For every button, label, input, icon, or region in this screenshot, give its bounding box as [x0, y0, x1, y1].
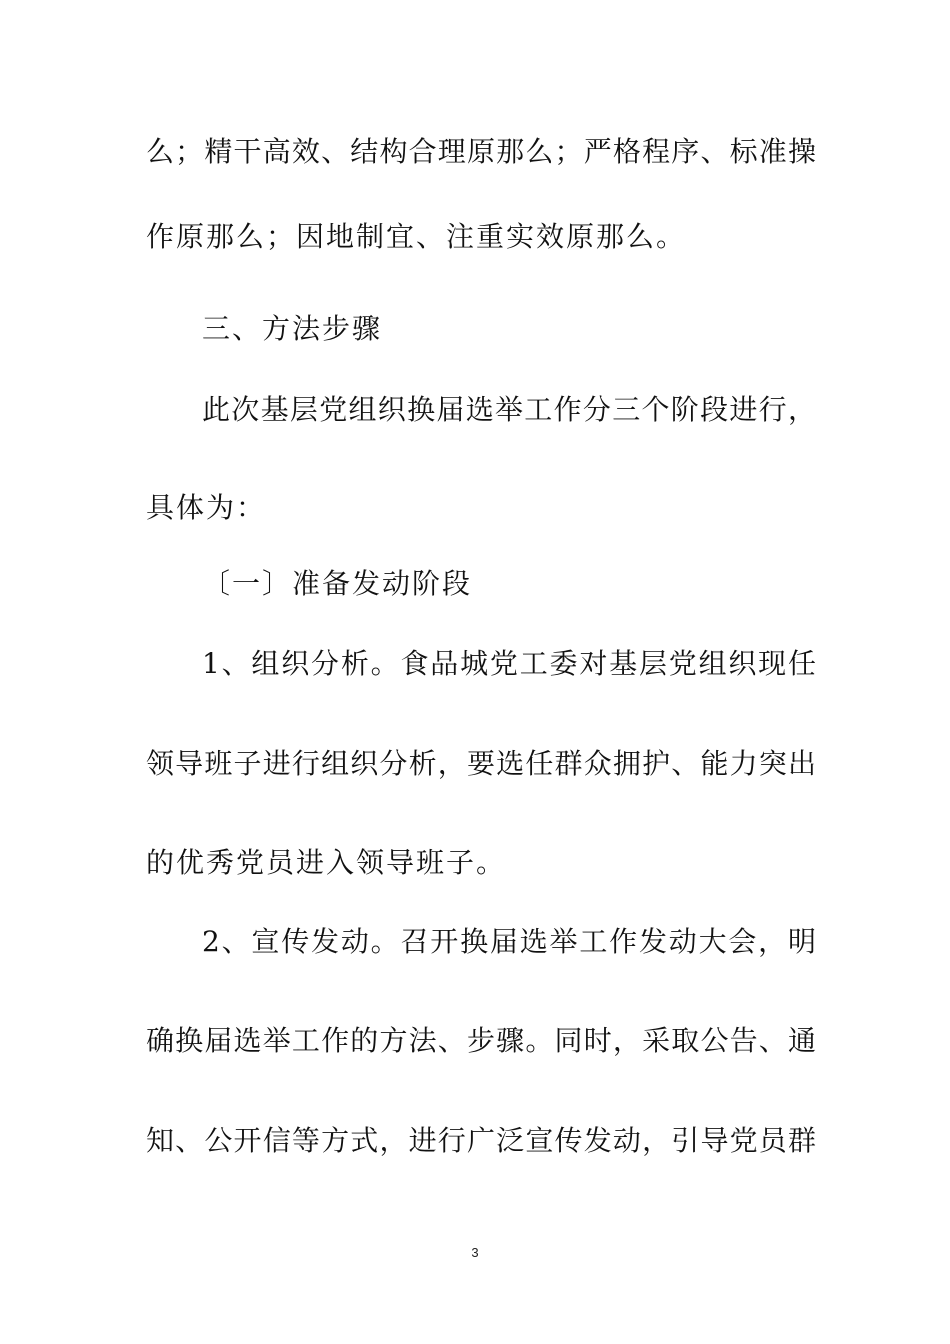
text-line-4: 此次基层党组织换届选举工作分三个阶段进行，	[202, 393, 816, 426]
subsection-heading: 〔一〕准备发动阶段	[202, 567, 473, 600]
text-line-5: 具体为：	[146, 491, 267, 524]
text-line-12: 知、公开信等方式，进行广泛宣传发动，引导党员群	[146, 1124, 816, 1157]
text-line-10: 2、宣传发动。召开换届选举工作发动大会，明	[202, 925, 816, 958]
text-line-7: 1、组织分析。食品城党工委对基层党组织现任	[202, 647, 816, 680]
text-line-2: 作原那么；因地制宜、注重实效原那么。	[146, 220, 687, 253]
text-line-8: 领导班子进行组织分析，要选任群众拥护、能力突出	[146, 747, 816, 780]
text-line-1: 么；精干高效、结构合理原那么；严格程序、标准操	[146, 135, 816, 168]
text-line-11: 确换届选举工作的方法、步骤。同时，采取公告、通	[146, 1024, 816, 1057]
section-heading: 三、方法步骤	[202, 312, 383, 345]
page-number: 3	[471, 1245, 479, 1260]
text-line-9: 的优秀党员进入领导班子。	[146, 846, 507, 879]
